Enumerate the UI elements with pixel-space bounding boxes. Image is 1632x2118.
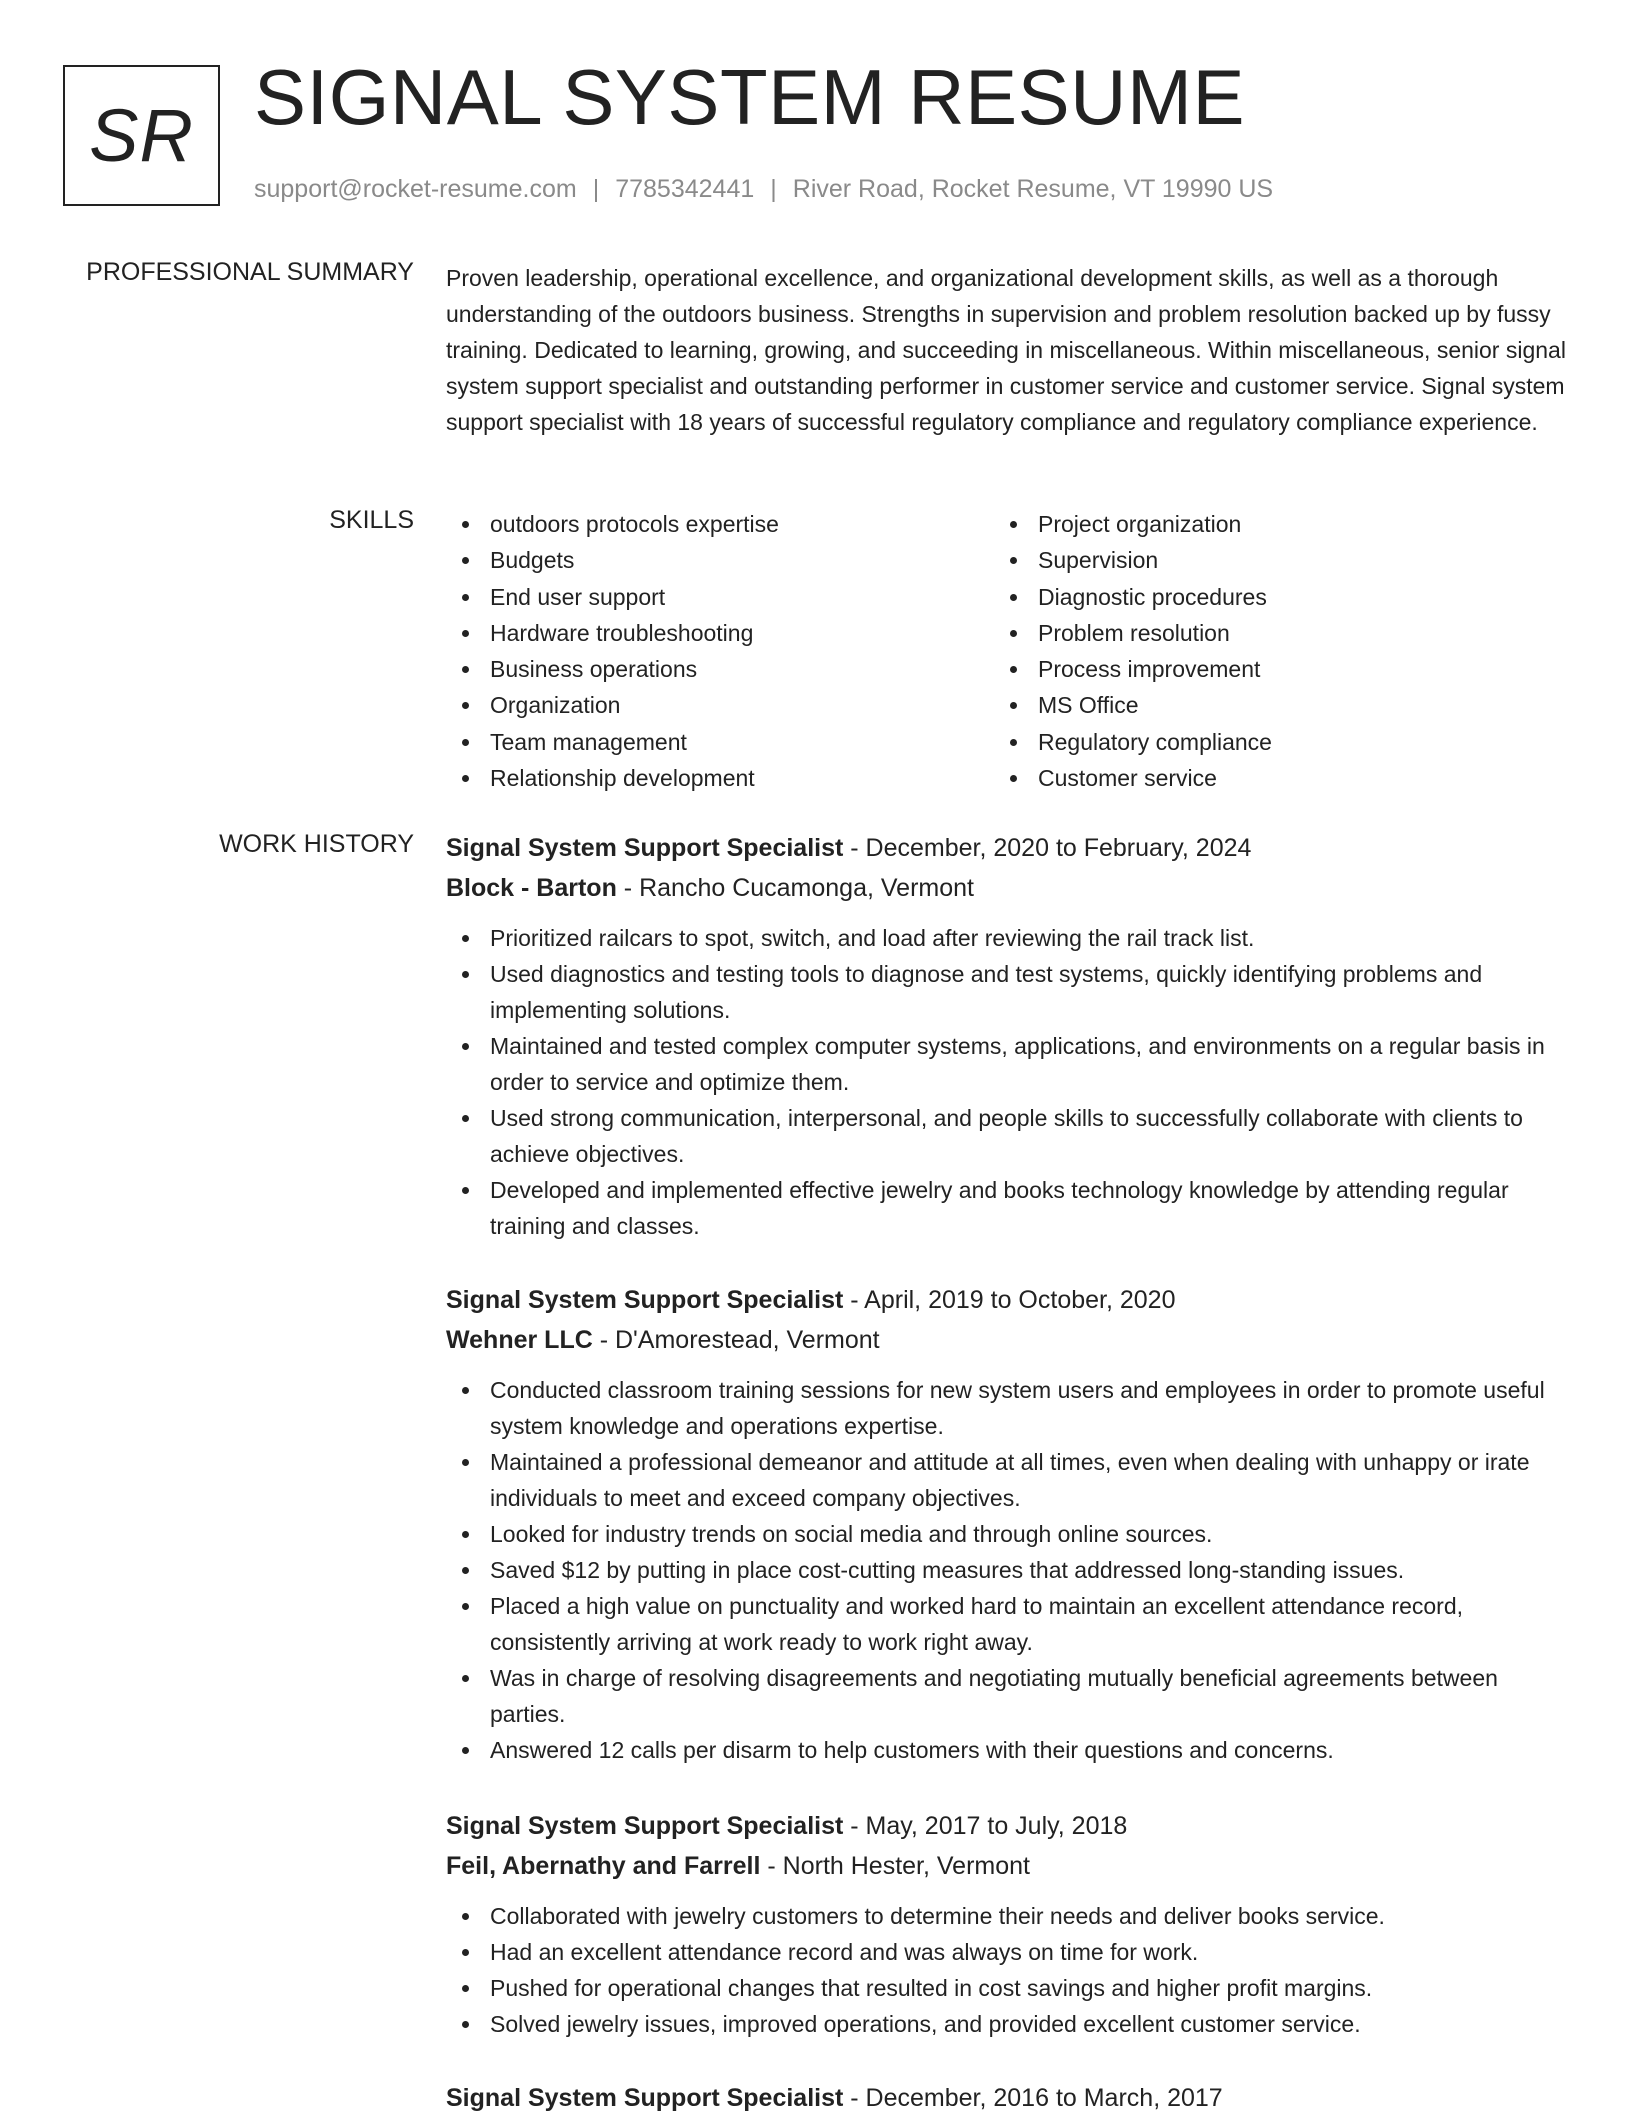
bullet-dot bbox=[1010, 666, 1017, 673]
job-title: Signal System Support Specialist bbox=[446, 2084, 844, 2112]
job-bullet bbox=[446, 1660, 1576, 1732]
job-bullet bbox=[446, 920, 1576, 956]
job-dates: - December, 2016 to March, 2017 bbox=[843, 2084, 1223, 2112]
skill-item bbox=[446, 651, 994, 687]
bullet-dot bbox=[462, 1187, 469, 1194]
job-bullet-text: Placed a high value on punctuality and worked hard to maintain an excellent attendance record, consistently arriving at work ready to work right away. bbox=[490, 1593, 1464, 1655]
skills-body bbox=[446, 506, 1566, 796]
contact-email[interactable]: support@rocket-resume.com bbox=[254, 175, 577, 203]
section-label-work: WORK HISTORY bbox=[219, 830, 414, 858]
bullet-dot bbox=[462, 1949, 469, 1956]
skill-item-text: Budgets bbox=[490, 547, 575, 574]
job-title-line bbox=[446, 828, 1576, 868]
job-bullet bbox=[446, 1100, 1576, 1172]
section-label-summary: PROFESSIONAL SUMMARY bbox=[86, 258, 414, 286]
skill-item-text: End user support bbox=[490, 583, 666, 610]
skill-item bbox=[994, 651, 1542, 687]
job-company-line bbox=[446, 1320, 1576, 1360]
skill-item bbox=[994, 615, 1542, 651]
job-dates: - April, 2019 to October, 2020 bbox=[843, 1286, 1176, 1314]
bullet-dot bbox=[462, 1387, 469, 1394]
skill-item bbox=[994, 506, 1542, 542]
job-title: Signal System Support Specialist bbox=[446, 1286, 844, 1314]
skill-item-text: Team management bbox=[490, 728, 687, 755]
job-bullet bbox=[446, 1934, 1576, 1970]
skill-item bbox=[994, 542, 1542, 578]
bullet-dot bbox=[1010, 630, 1017, 637]
skill-item-text: outdoors protocols expertise bbox=[490, 511, 779, 537]
skill-item-text: Hardware troubleshooting bbox=[490, 619, 754, 646]
bullet-dot bbox=[462, 1043, 469, 1050]
job-bullet-text: Looked for industry trends on social media and through online sources. bbox=[490, 1521, 1213, 1547]
skill-item bbox=[446, 724, 994, 760]
bullet-dot bbox=[462, 775, 469, 782]
bullet-dot bbox=[462, 702, 469, 709]
skill-item bbox=[994, 724, 1542, 760]
job-bullet-text: Solved jewelry issues, improved operations, and provided excellent customer service. bbox=[490, 2011, 1361, 2037]
bullet-dot bbox=[462, 1603, 469, 1610]
job-dates: - December, 2020 to February, 2024 bbox=[843, 834, 1252, 862]
summary-body bbox=[446, 260, 1566, 440]
bullet-dot bbox=[1010, 521, 1017, 528]
job-company: Feil, Abernathy and Farrell bbox=[446, 1852, 761, 1880]
job-bullet bbox=[446, 956, 1576, 1028]
job-bullet-text: Collaborated with jewelry customers to determine their needs and deliver books service. bbox=[490, 1903, 1385, 1929]
contact-phone[interactable]: 7785342441 bbox=[615, 175, 755, 203]
section-label-skills: SKILLS bbox=[329, 506, 414, 534]
skill-item bbox=[994, 579, 1542, 615]
skill-item bbox=[994, 760, 1542, 796]
skill-item bbox=[446, 542, 994, 578]
job-bullet bbox=[446, 1552, 1576, 1588]
bullet-dot bbox=[462, 1985, 469, 1992]
job-bullet-text: Conducted classroom training sessions for new system users and employees in order to promote useful system knowledge and operations expertise. bbox=[490, 1377, 1545, 1439]
skill-item-text: Organization bbox=[490, 692, 621, 719]
job-bullet bbox=[446, 1444, 1576, 1516]
job-company-line bbox=[446, 1846, 1576, 1886]
skill-item-text: Customer service bbox=[1038, 765, 1217, 792]
summary-text: Proven leadership, operational excellence, and organizational development skills, as well as a thorough understanding of the outdoors business. Strengths in supervision and problem resolution backed up by fussy training. Dedicated to learning, growing, and succeeding in miscellaneous. Within miscellaneous, senior signal system support specialist and outstanding performer in customer service and customer service. Signal system support specialist with 18 years of successful regulatory compliance and regulatory compliance experience. bbox=[446, 265, 1566, 435]
bullet-dot bbox=[1010, 557, 1017, 564]
skill-item-text: Business operations bbox=[490, 656, 698, 683]
skill-item bbox=[446, 579, 994, 615]
job-title-line bbox=[446, 1806, 1576, 1846]
job-company: Wehner LLC bbox=[446, 1326, 593, 1354]
resume-name: SIGNAL SYSTEM RESUME bbox=[254, 53, 1245, 141]
job-entry bbox=[446, 1806, 1576, 2042]
job-bullet-text: Answered 12 calls per disarm to help customers with their questions and concerns. bbox=[490, 1737, 1334, 1763]
skill-item-text: Project organization bbox=[1038, 511, 1242, 537]
job-title: Signal System Support Specialist bbox=[446, 1812, 844, 1840]
bullet-dot bbox=[462, 594, 469, 601]
bullet-dot bbox=[462, 1747, 469, 1754]
job-bullet bbox=[446, 1172, 1576, 1244]
skill-item-text: MS Office bbox=[1038, 692, 1139, 719]
bullet-dot bbox=[462, 521, 469, 528]
job-bullets bbox=[446, 920, 1576, 1244]
job-title-line bbox=[446, 2078, 1576, 2118]
skills-columns bbox=[446, 506, 1566, 796]
skill-item-text: Problem resolution bbox=[1038, 619, 1230, 646]
bullet-dot bbox=[1010, 594, 1017, 601]
job-bullet-text: Was in charge of resolving disagreements and negotiating mutually beneficial agreements between parties. bbox=[490, 1665, 1498, 1727]
job-location: - Rancho Cucamonga, Vermont bbox=[616, 874, 974, 902]
job-bullet-text: Maintained a professional demeanor and attitude at all times, even when dealing with unhappy or irate individuals to meet and exceed company objectives. bbox=[490, 1449, 1530, 1511]
bullet-dot bbox=[462, 935, 469, 942]
job-bullet bbox=[446, 1028, 1576, 1100]
bullet-dot bbox=[462, 630, 469, 637]
job-bullet bbox=[446, 1732, 1576, 1768]
job-title-line bbox=[446, 1280, 1576, 1320]
bullet-dot bbox=[462, 2021, 469, 2028]
bullet-dot bbox=[1010, 775, 1017, 782]
job-location: - North Hester, Vermont bbox=[760, 1852, 1030, 1880]
skill-item bbox=[446, 615, 994, 651]
bullet-dot bbox=[1010, 739, 1017, 746]
job-bullet-text: Had an excellent attendance record and was always on time for work. bbox=[490, 1939, 1199, 1965]
skill-item bbox=[994, 687, 1542, 723]
bullet-dot bbox=[462, 739, 469, 746]
job-entry bbox=[446, 1280, 1576, 1768]
job-bullets bbox=[446, 1372, 1576, 1768]
job-bullet-text: Developed and implemented effective jewelry and books technology knowledge by attending regular training and classes. bbox=[490, 1177, 1509, 1239]
skill-item-text: Relationship development bbox=[490, 765, 755, 792]
skill-item bbox=[446, 687, 994, 723]
job-bullet bbox=[446, 2006, 1576, 2042]
job-bullet bbox=[446, 1516, 1576, 1552]
bullet-dot bbox=[462, 1913, 469, 1920]
contact-separator: | bbox=[770, 175, 777, 203]
bullet-dot bbox=[462, 1459, 469, 1466]
bullet-dot bbox=[1010, 702, 1017, 709]
contact-address: River Road, Rocket Resume, VT 19990 US bbox=[792, 175, 1274, 203]
job-entry bbox=[446, 2078, 1576, 2118]
bullet-dot bbox=[462, 1567, 469, 1574]
bullet-dot bbox=[462, 557, 469, 564]
skills-list-right bbox=[994, 506, 1542, 796]
skill-item bbox=[446, 760, 994, 796]
job-bullet-text: Maintained and tested complex computer systems, applications, and environments on a regular basis in order to service and optimize them. bbox=[490, 1033, 1545, 1095]
job-bullet-text: Prioritized railcars to spot, switch, and load after reviewing the rail track list. bbox=[490, 925, 1255, 951]
job-bullets bbox=[446, 1898, 1576, 2042]
job-dates: - May, 2017 to July, 2018 bbox=[843, 1812, 1128, 1840]
skill-item-text: Supervision bbox=[1038, 547, 1159, 574]
job-bullet bbox=[446, 1372, 1576, 1444]
skill-item-text: Regulatory compliance bbox=[1038, 728, 1272, 755]
skill-item-text: Diagnostic procedures bbox=[1038, 583, 1267, 610]
bullet-dot bbox=[462, 1115, 469, 1122]
monogram-initials: SR bbox=[89, 94, 194, 177]
contact-line bbox=[254, 175, 1273, 204]
skills-list-left bbox=[446, 506, 994, 796]
contact-separator: | bbox=[592, 175, 600, 203]
job-bullet bbox=[446, 1898, 1576, 1934]
job-bullet-text: Saved $12 by putting in place cost-cutting measures that addressed long-standing issues. bbox=[490, 1557, 1405, 1583]
bullet-dot bbox=[462, 1531, 469, 1538]
job-bullet bbox=[446, 1970, 1576, 2006]
job-company-line bbox=[446, 868, 1576, 908]
skill-item bbox=[446, 506, 994, 542]
job-bullet-text: Used strong communication, interpersonal, and people skills to successfully collaborate with clients to achieve objectives. bbox=[490, 1105, 1523, 1167]
job-company: Block - Barton bbox=[446, 874, 617, 902]
monogram-box bbox=[63, 65, 220, 206]
bullet-dot bbox=[462, 666, 469, 673]
job-title: Signal System Support Specialist bbox=[446, 834, 844, 862]
job-location: - D'Amorestead, Vermont bbox=[592, 1326, 880, 1354]
job-bullet bbox=[446, 1588, 1576, 1660]
job-bullet-text: Used diagnostics and testing tools to diagnose and test systems, quickly identifying problems and implementing solutions. bbox=[490, 961, 1483, 1023]
job-bullet-text: Pushed for operational changes that resulted in cost savings and higher profit margins. bbox=[490, 1975, 1373, 2001]
bullet-dot bbox=[462, 971, 469, 978]
job-entry bbox=[446, 828, 1576, 1244]
bullet-dot bbox=[462, 1675, 469, 1682]
skill-item-text: Process improvement bbox=[1038, 656, 1261, 683]
